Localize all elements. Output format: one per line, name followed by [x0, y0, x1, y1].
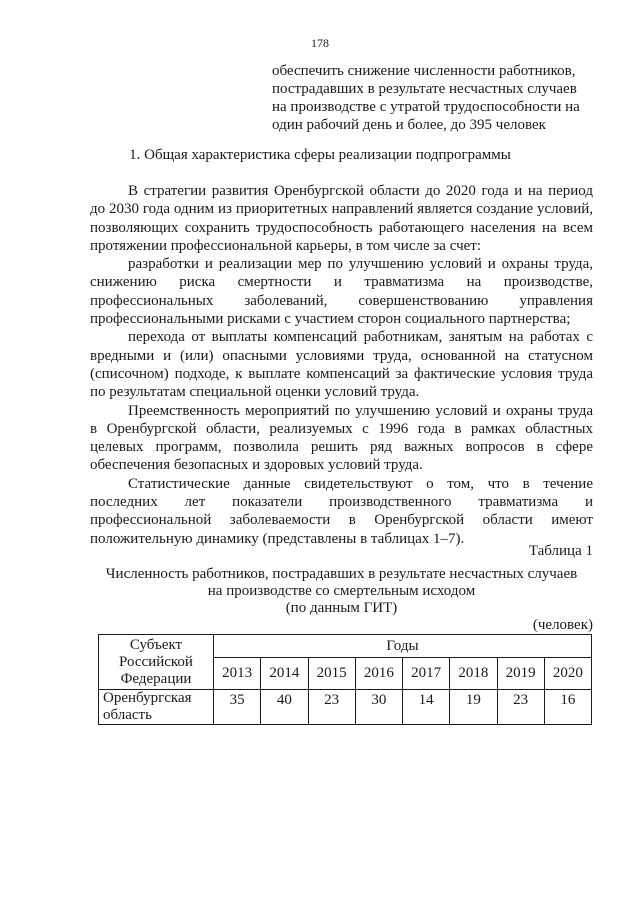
target-indicator-text [272, 62, 602, 134]
year-header: 2014 [261, 658, 308, 690]
years-header: Годы [214, 635, 592, 658]
paragraph: разработки и реализации мер по улучшению условий и охраны труда, снижению риска смертности и травматизма на производстве, профессиональных заболеваний, совершенствованию управления профессиональными рисками с участием сторон социального партнерства; [90, 256, 593, 328]
value-cell: 23 [308, 690, 355, 725]
subject-header [99, 635, 214, 690]
table-title [90, 566, 593, 617]
table-row [99, 690, 592, 725]
value-cell: 16 [544, 690, 591, 725]
body-text [90, 182, 593, 548]
value-cell: 40 [261, 690, 308, 725]
target-line: обеспечить снижение численности работников, [272, 63, 576, 79]
year-header: 2020 [544, 658, 591, 690]
table-title-line: Численность работников, пострадавших в результате несчастных случаев [105, 566, 578, 582]
year-header: 2015 [308, 658, 355, 690]
page-number: 178 [311, 36, 329, 50]
table-title-line: на производстве со смертельным исходом [207, 583, 476, 599]
fatal-accidents-table [98, 634, 592, 725]
table-label: Таблица 1 [528, 543, 593, 559]
subject-header-line: Российской [119, 653, 193, 670]
paragraph: перехода от выплаты компенсаций работникам, занятым на работах с вредными и (или) опасными условиями труда, основанной на статусном (списочном) подходе, к выплате компенсаций за фактические условия труда по результатам специальной оценки условий труда. [90, 329, 593, 401]
value-cell: 30 [355, 690, 402, 725]
row-label-line: область [103, 707, 152, 723]
subject-header-line: Субъект [129, 636, 183, 653]
target-line: один рабочий день и более, до 395 человек [272, 117, 546, 133]
row-label [99, 690, 214, 725]
year-header: 2019 [497, 658, 544, 690]
year-header: 2016 [355, 658, 402, 690]
value-cell: 19 [450, 690, 497, 725]
value-cell: 14 [403, 690, 450, 725]
year-header: 2013 [214, 658, 261, 690]
row-label-line: Оренбургская [103, 690, 192, 706]
year-header: 2018 [450, 658, 497, 690]
target-line: на производстве с утратой трудоспособности на [272, 99, 580, 115]
paragraph: Преемственность мероприятий по улучшению условий и охраны труда в Оренбургской области, реализуемых с 1996 года в рамках областных целевых программ, позволила решить ряд важных вопросов в сфере обеспечения безопасных и здоровых условий труда. [90, 402, 593, 474]
section-heading: 1. Общая характеристика сферы реализации подпрограммы [129, 147, 511, 163]
subject-header-line: Федерации [120, 670, 192, 687]
table-title-line: (по данным ГИТ) [285, 600, 398, 616]
paragraph: Статистические данные свидетельствуют о том, что в течение последних лет показатели производственного травматизма и профессиональной заболеваемости в Оренбургской области имеют положительную динамику (представлены в таблицах 1–7). [90, 475, 593, 547]
value-cell: 35 [214, 690, 261, 725]
paragraph: В стратегии развития Оренбургской области до 2020 года и на период до 2030 года одним из приоритетных направлений является создание условий, позволяющих сохранить трудоспособность работающего населения на всем протяжении профессиональной карьеры, в том числе за счет: [90, 183, 593, 254]
target-line: пострадавших в результате несчастных случаев [272, 81, 577, 97]
value-cell: 23 [497, 690, 544, 725]
year-header: 2017 [403, 658, 450, 690]
table-unit: (человек) [532, 617, 593, 633]
